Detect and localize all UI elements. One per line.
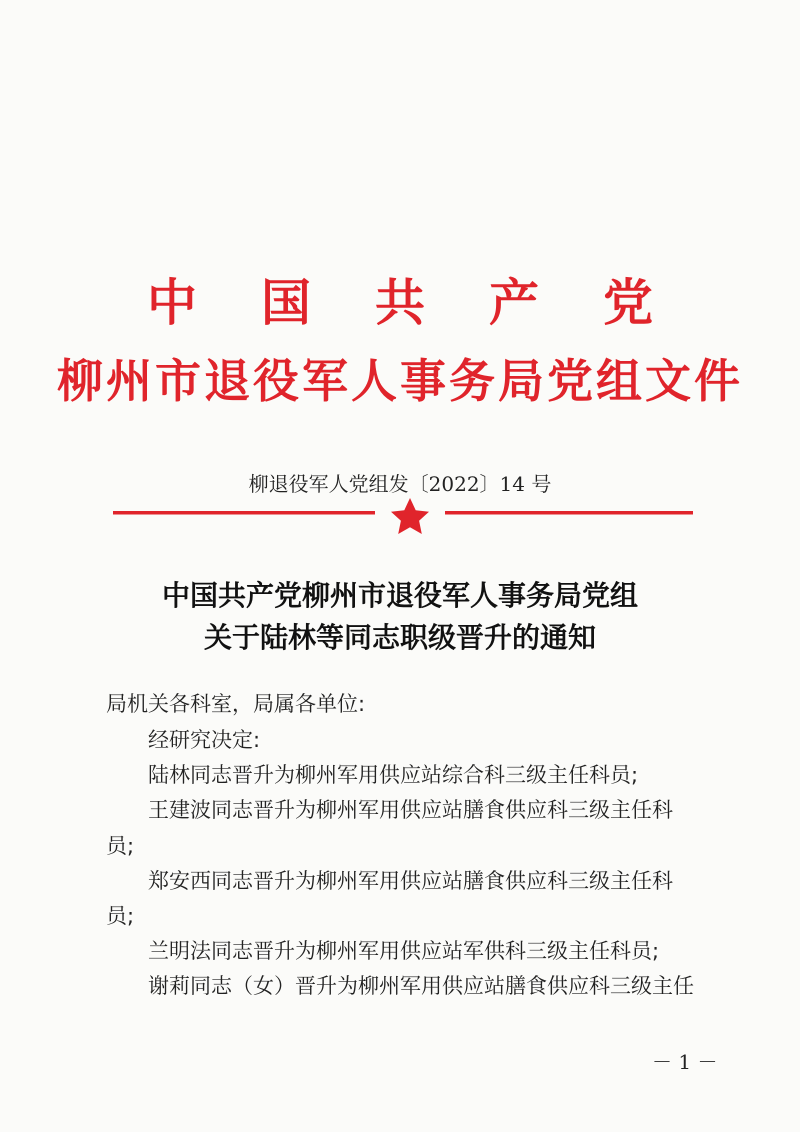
document-number: 柳退役军人党组发〔2022〕14 号 [248, 472, 552, 496]
divider-right-line [445, 511, 693, 515]
header-office-line: 柳州市退役军人事务局党组文件 [57, 354, 743, 408]
body-paragraph: 谢莉同志（女）晋升为柳州军用供应站膳食供应科三级主任 [148, 974, 694, 998]
body-paragraph: 陆林同志晋升为柳州军用供应站综合科三级主任科员; [148, 763, 639, 787]
header-org-line: 中国共产党 [147, 273, 717, 332]
salutation: 局机关各科室，局属各单位: [106, 692, 366, 716]
body-paragraph: 郑安西同志晋升为柳州军用供应站膳食供应科三级主任科 [148, 869, 673, 893]
divider-left-line [113, 511, 375, 515]
body-paragraph: 员; [106, 904, 135, 928]
body-paragraph: 经研究决定: [148, 728, 261, 752]
body-paragraph: 员; [106, 834, 135, 858]
page-number: － 1 － [652, 1050, 718, 1074]
body-paragraph: 兰明法同志晋升为柳州军用供应站军供科三级主任科员; [148, 939, 660, 963]
document-title-line1: 中国共产党柳州市退役军人事务局党组 [161, 579, 638, 612]
red-divider-with-star [113, 497, 693, 537]
star-icon [391, 498, 429, 534]
document-title-line2: 关于陆林等同志职级晋升的通知 [203, 621, 596, 654]
body-paragraph: 王建波同志晋升为柳州军用供应站膳食供应科三级主任科 [148, 798, 673, 822]
